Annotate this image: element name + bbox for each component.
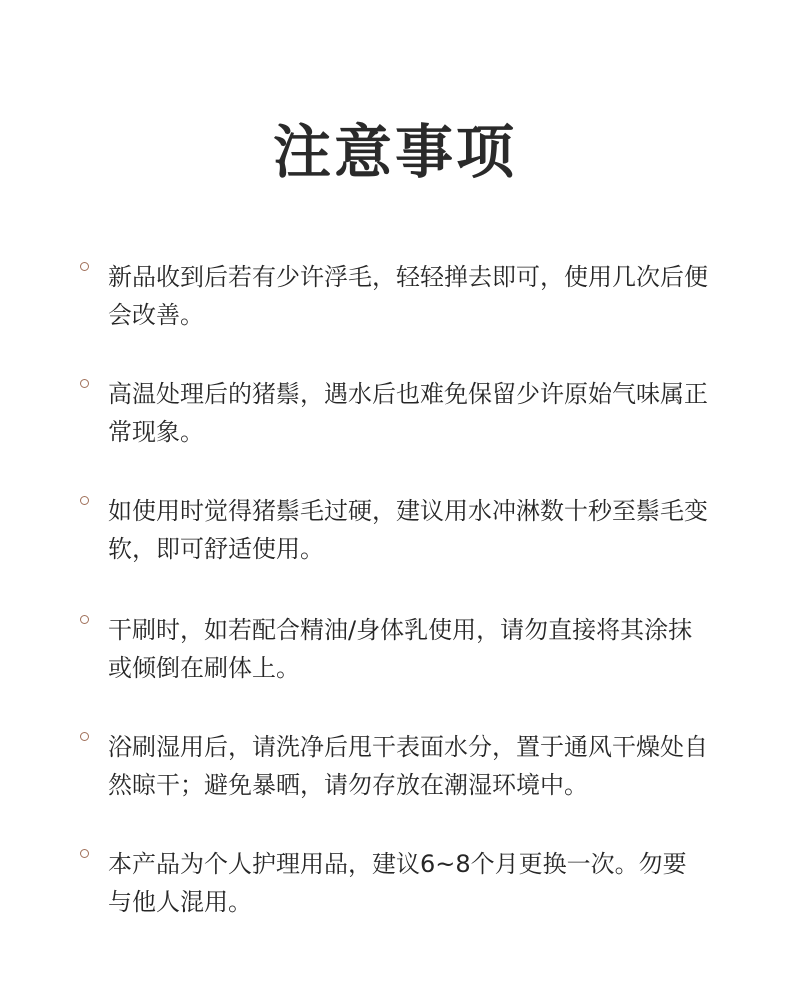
bullet-circle-icon — [80, 615, 89, 624]
notice-text: 浴刷湿用后，请洗净后甩干表面水分，置于通风干燥处自然晾干；避免暴晒，请勿存放在潮湿环境中。 — [108, 733, 708, 799]
notice-text: 新品收到后若有少许浮毛，轻轻掸去即可，使用几次后便会改善。 — [108, 263, 708, 329]
notice-text: 干刷时，如若配合精油/身体乳使用，请勿直接将其涂抹或倾倒在刷体上。 — [108, 616, 693, 682]
notice-text: 本产品为个人护理用品，建议6~8个月更换一次。勿要与他人混用。 — [108, 850, 687, 916]
notice-text: 高温处理后的猪鬃，遇水后也难免保留少许原始气味属正常现象。 — [108, 380, 708, 446]
bullet-circle-icon — [80, 379, 89, 388]
page-title: 注意事项 — [272, 118, 517, 186]
notice-text: 如使用时觉得猪鬃毛过硬，建议用水冲淋数十秒至鬃毛变软，即可舒适使用。 — [108, 497, 708, 563]
notice-item — [0, 375, 790, 455]
notice-item — [0, 258, 790, 338]
notice-item — [0, 611, 790, 691]
bullet-circle-icon — [80, 496, 89, 505]
notice-item — [0, 845, 790, 925]
bullet-circle-icon — [80, 262, 89, 271]
bullet-circle-icon — [80, 732, 89, 741]
bullet-circle-icon — [80, 849, 89, 858]
notice-item — [0, 492, 790, 572]
notice-item — [0, 728, 790, 808]
